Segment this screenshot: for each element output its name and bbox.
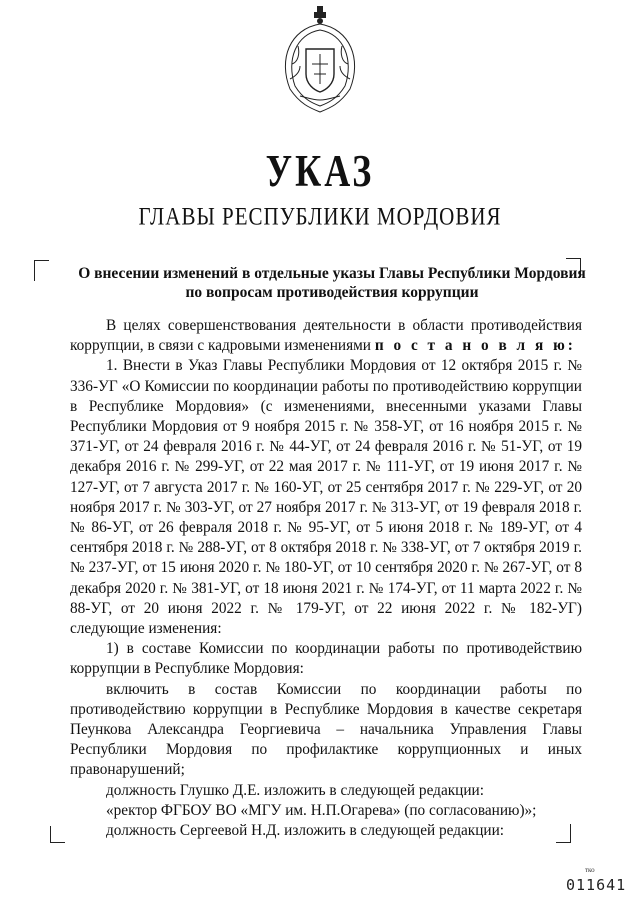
decree-subtitle: ГЛАВЫ РЕСПУБЛИКИ МОРДОВИЯ xyxy=(138,201,502,231)
paragraph-include-member: включить в состав Комиссии по координации работы по противодействию коррупции в Республике Мордовия в качестве секретаря Пеункова Александра Георгиевича – начальника Управления Главы Республики Мордовия по профилактике коррупционных и иных правонарушений; xyxy=(70,680,582,779)
paragraph-subitem-1: 1) в составе Комиссии по координации работы по противодействию коррупции в Республике Мордовия: xyxy=(70,640,582,678)
heading-line-1: О внесении изменений в отдельные указы Главы Республики Мордовия xyxy=(78,265,586,282)
paragraph-rector: «ректор ФГБОУ ВО «МГУ им. Н.П.Огарева» (по согласованию)»; xyxy=(106,801,537,819)
paragraph-glushko: должность Глушко Д.Е. изложить в следующей редакции: xyxy=(106,781,484,799)
paragraph-sergeeva: должность Сергеевой Н.Д. изложить в следующей редакции: xyxy=(106,822,505,840)
document-heading xyxy=(70,264,594,302)
bottom-right-bracket xyxy=(556,824,571,843)
document-body xyxy=(70,316,582,841)
bottom-left-bracket xyxy=(50,826,65,843)
preamble-text: В целях совершенствования деятельности в области противодействия коррупции, в связи с кадровыми изменениями xyxy=(70,317,582,355)
decree-title: УКАЗ xyxy=(265,146,375,196)
tiny-mark: тко xyxy=(585,866,595,874)
top-left-bracket xyxy=(34,260,49,281)
coat-of-arms-emblem xyxy=(270,4,370,116)
paragraph-item-1: 1. Внести в Указ Главы Республики Мордовия от 12 октября 2015 г. № 336-УГ «О Комиссии по координации работы по противодействию коррупции в Республике Мордовия» (с изменениями, внесенными указами Главы Республики Мордовия от 9 ноября 2015 г. № 358-УГ, от 16 ноября 2015 г. № 371-УГ, от 24 февраля 2016 г. № 44-УГ, от 24 февраля 2016 г. № 51-УГ, от 19 декабря 2016 г. № 299-УГ, от 22 мая 2017 г. № 111-УГ, от 19 июня 2017 г. № 127-УГ, от 7 августа 2017 г. № 160-УГ, от 25 сентября 2017 г. № 229-УГ, от 20 ноября 2017 г. № 303-УГ, от 27 ноября 2017 г. № 313-УГ, от 19 февраля 2018 г. № 86-УГ, от 26 февраля 2018 г. № 95-УГ, от 5 июня 2018 г. № 189-УГ, от 4 сентября 2018 г. № 288-УГ, от 8 октября 2018 г. № 338-УГ, от 7 октября 2019 г. № 237-УГ, от 15 июня 2020 г. № 180-УГ, от 10 сентября 2020 г. № 267-УГ, от 8 декабря 2020 г. № 381-УГ, от 18 июня 2021 г. № 174-УГ, от 11 марта 2022 г. № 88-УГ, от 20 июня 2022 г. № 179-УГ, от 22 июня 2022 г. № 182-УГ) следующие изменения: xyxy=(70,357,582,638)
heading-line-2: по вопросам противодействия коррупции xyxy=(185,284,479,301)
paragraph-preamble xyxy=(70,316,582,356)
serial-number: 011641 xyxy=(566,876,627,894)
preamble-resolve-word: п о с т а н о в л я ю: xyxy=(374,337,576,355)
